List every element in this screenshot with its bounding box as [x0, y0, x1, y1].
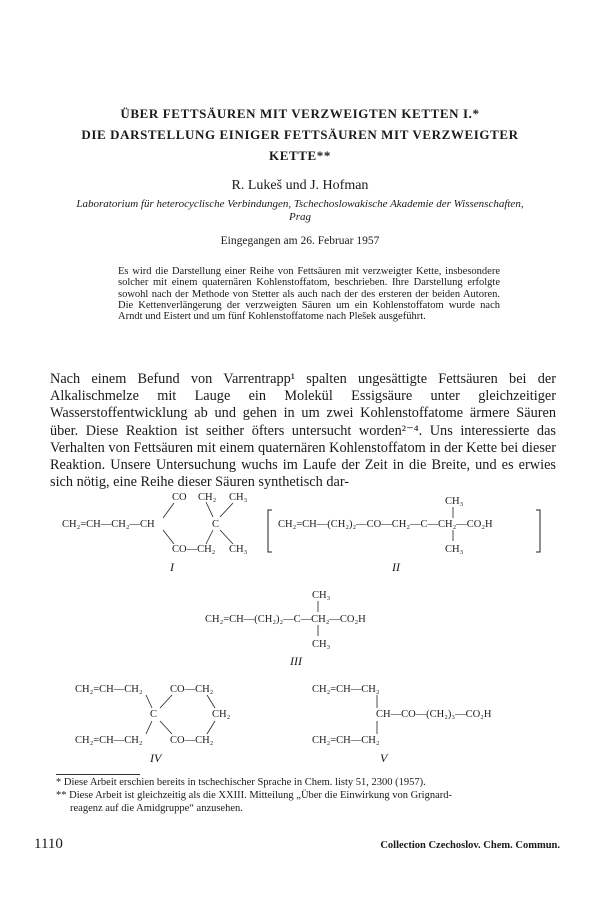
- paper-title-line-1: ÜBER FETTSÄUREN MIT VERZWEIGTEN KETTEN I.*: [120, 106, 480, 121]
- struct-III-ch3-top: CH₃: [312, 590, 331, 601]
- footnote-rule: [56, 774, 140, 775]
- structure-V: [312, 684, 492, 765]
- footnote-2: ** Diese Arbeit ist gleichzeitig als die XXIII. Mitteilung „Über die Einwirkung von Grignard-: [56, 790, 452, 801]
- struct-I-ch3-bottom: CH₃: [229, 544, 248, 555]
- struct-IV-top-co: CO—CH₂: [170, 684, 214, 695]
- struct-III-label: III: [290, 654, 302, 668]
- struct-IV-bottom-co: CO—CH₂: [170, 735, 214, 746]
- struct-I-co-top: CO: [172, 492, 187, 503]
- body-paragraph: Nach einem Befund von Varrentrapp¹ spalten ungesättigte Fettsäuren bei der Alkalischmelze mit Lauge ein Molekül Essigsäure unter gleichzeitiger Wasserstoffentwicklung ab und gehen in um zwei Kohlenstoffatome ärmere Säuren über. Diese Reaktion ist seither öfters untersucht worden²⁻⁴. Uns interessierte das Verhalten von Fettsäuren mit einem quaternären Kohlenstoffatom in der Kette bei dieser Reaktion. Unsere Untersuchung wuchs im Laufe der Zeit in die Breite, und es erwies sich nötig, eine Reihe dieser Säuren synthetisch dar-: [50, 371, 556, 491]
- received-date: Eingegangen am 26. Februar 1957: [220, 235, 380, 247]
- struct-V-bottom: CH₂=CH—CH₂: [312, 735, 380, 746]
- struct-II-ch3-top: CH₃: [445, 496, 464, 507]
- struct-I-ch2-top: CH₂: [198, 492, 217, 503]
- struct-V-middle: CH—CO—(CH₂)₃—CO₂H: [376, 709, 492, 720]
- struct-IV-label: IV: [150, 751, 162, 765]
- struct-IV-top: CH₂=CH—CH₂: [75, 684, 143, 695]
- struct-I-co-bottom: CO—CH₂: [172, 544, 216, 555]
- paper-title-line-2: DIE DARSTELLUNG EINIGER FETTSÄUREN MIT VERZWEIGTER: [81, 127, 519, 142]
- struct-IV-c-center: C: [150, 709, 158, 720]
- page-number: 1110: [34, 836, 63, 852]
- affiliation-line-2: Prag: [289, 211, 311, 223]
- struct-III-ch3-bottom: CH₃: [312, 639, 331, 650]
- structure-IV: [75, 684, 231, 765]
- abstract: Es wird die Darstellung einer Reihe von Fettsäuren mit verzweigter Kette, insbesondere solcher mit einem quaternären Kohlenstoffatom, beschrieben. Ihre Darstellung erfolgte sowohl nach der Methode von Stetter als auch nach der des ersteren der beiden Autoren. Die Kettenverlängerung der verzweigten Säuren um ein Kohlenstoffatom wurde nach Arndt und Eistert und um fünf Kohlenstoffatome nach Plešek ausgeführt.: [118, 266, 500, 323]
- struct-I-label: I: [170, 560, 174, 574]
- struct-I-chain: CH₂=CH—CH₂—CH: [62, 519, 155, 530]
- affiliation-line-1: Laboratorium für heterocyclische Verbindungen, Tschechoslowakische Akademie der Wissenschaften,: [76, 198, 524, 210]
- struct-I-ch3-top: CH₃: [229, 492, 248, 503]
- struct-II-label: II: [392, 560, 400, 574]
- struct-III-chain: CH₂=CH—(CH₂)₂—C—CH₂—CO₂H: [205, 614, 366, 625]
- struct-IV-bottom: CH₂=CH—CH₂: [75, 735, 143, 746]
- struct-II-ch3-bottom: CH₃: [445, 544, 464, 555]
- struct-IV-ch2-right: CH₂: [212, 709, 231, 720]
- structure-III: [205, 590, 366, 668]
- structure-I: [62, 492, 248, 574]
- struct-V-top: CH₂=CH—CH₂: [312, 684, 380, 695]
- structure-II: [268, 496, 540, 574]
- struct-I-c-center: C: [212, 519, 220, 530]
- paper-title-line-3: KETTE**: [269, 148, 331, 163]
- footnote-2-continued: reagenz auf die Amidgruppe“ anzusehen.: [70, 803, 243, 814]
- footnote-1: * Diese Arbeit erschien bereits in tschechischer Sprache in Chem. listy 51, 2300 (1957).: [56, 777, 426, 788]
- journal-name: Collection Czechoslov. Chem. Commun.: [380, 840, 560, 851]
- authors: R. Lukeš und J. Hofman: [231, 178, 369, 193]
- struct-II-chain: CH₂=CH—(CH₂)₂—CO—CH₂—C—CH₂—CO₂H: [278, 519, 493, 530]
- struct-V-label: V: [380, 751, 388, 765]
